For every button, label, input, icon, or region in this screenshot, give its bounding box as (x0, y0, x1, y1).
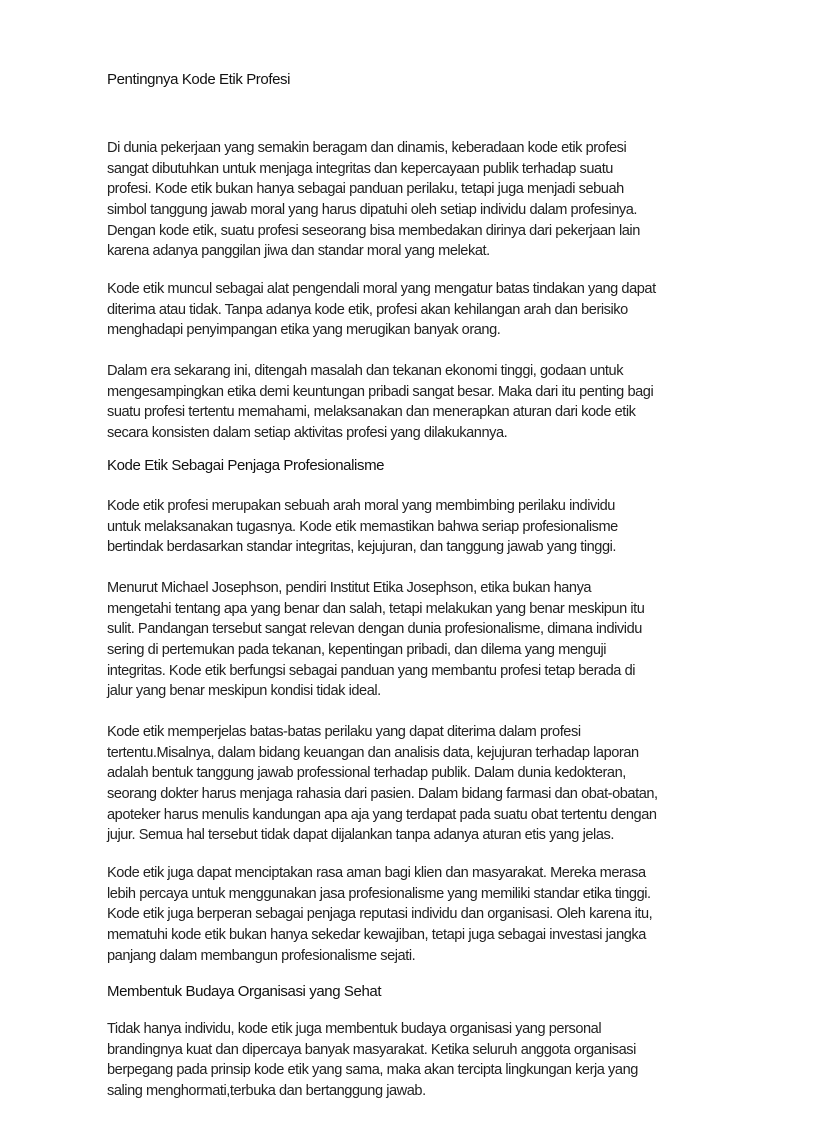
paragraph (107, 279, 727, 341)
text-line: sangat dibutuhkan untuk menjaga integritas dan kepercayaan publik terhadap suatu (107, 160, 613, 177)
text-line: jalur yang benar meskipun kondisi tidak ideal. (107, 683, 381, 700)
text-line: mengetahi tentang apa yang benar dan salah, tetapi melakukan yang benar meskipun itu (107, 600, 645, 617)
text-line: secara konsisten dalam setiap aktivitas profesi yang dilakukannya. (107, 425, 508, 442)
paragraph (107, 722, 727, 846)
text-line: untuk melaksanakan tugasnya. Kode etik memastikan bahwa seriap profesionalisme (107, 518, 618, 535)
text-line: Kode etik muncul sebagai alat pengendali moral yang mengatur batas tindakan yang dapat (107, 281, 656, 297)
text-line: apoteker harus menulis kandungan apa aja yang terdapat pada suatu obat tertentu dengan (107, 806, 657, 823)
text-line: berpegang pada prinsip kode etik yang sama, maka akan tercipta lingkungan kerja yang (107, 1062, 638, 1079)
text-line: saling menghormati,terbuka dan bertanggung jawab. (107, 1083, 426, 1100)
text-line: simbol tanggung jawab moral yang harus dipatuhi oleh setiap individu dalam profesinya. (107, 202, 637, 219)
text-line: bertindak berdasarkan standar integritas, kejujuran, dan tanggung jawab yang tinggi. (107, 539, 617, 556)
text-line: mematuhi kode etik bukan hanya sekedar kewajiban, tetapi juga sebagai investasi jangka (107, 927, 646, 944)
text-line: lebih percaya untuk menggunakan jasa profesionalisme yang memiliki standar etika tinggi. (107, 885, 651, 902)
text-line: sulit. Pandangan tersebut sangat relevan dengan dunia profesionalisme, dimana individu (107, 621, 642, 638)
paragraph (107, 863, 727, 966)
text-line: Dalam era sekarang ini, ditengah masalah dan tekanan ekonomi tinggi, godaan untuk (107, 363, 624, 379)
paragraph (107, 496, 727, 558)
text-line: sering di pertemukan pada tekanan, kepentingan pribadi, dan dilema yang menguji (107, 642, 607, 659)
text-line: Kode etik juga berperan sebagai penjaga reputasi individu dan organisasi. Oleh karena itu, (107, 906, 653, 923)
text-line: adalah bentuk tanggung jawab professional terhadap publik. Dalam dunia kedokteran, (107, 765, 626, 782)
paragraph (107, 578, 727, 702)
document-title: Pentingnya Kode Etik Profesi (107, 71, 291, 88)
paragraph (107, 361, 727, 444)
text-line: panjang dalam membangun profesionalisme sejati. (107, 947, 416, 964)
text-line: diterima atau tidak. Tanpa adanya kode etik, profesi akan kehilangan arah dan berisiko (107, 301, 628, 318)
text-line: tertentu.Misalnya, dalam bidang keuangan dan analisis data, kejujuran terhadap laporan (107, 744, 639, 761)
text-line: Kode etik juga dapat menciptakan rasa aman bagi klien dan masyarakat. Mereka merasa (107, 865, 646, 881)
paragraph (107, 138, 727, 262)
paragraph (107, 1019, 727, 1102)
text-line: brandingnya kuat dan dipercaya banyak masyarakat. Ketika seluruh anggota organisasi (107, 1041, 636, 1058)
text-line: integritas. Kode etik berfungsi sebagai panduan yang membantu profesi tetap berada di (107, 662, 636, 679)
section-heading: Membentuk Budaya Organisasi yang Sehat (107, 983, 382, 1000)
text-line: Kode etik memperjelas batas-batas perilaku yang dapat diterima dalam profesi (107, 724, 581, 740)
text-line: seorang dokter harus menjaga rahasia dari pasien. Dalam bidang farmasi dan obat-obatan, (107, 786, 658, 803)
text-line: jujur. Semua hal tersebut tidak dapat dijalankan tanpa adanya aturan etis yang jelas. (107, 827, 614, 844)
text-line: Kode etik profesi merupakan sebuah arah moral yang membimbing perilaku individu (107, 498, 615, 514)
text-line: Tidak hanya individu, kode etik juga membentuk budaya organisasi yang personal (107, 1021, 602, 1037)
text-line: Dengan kode etik, suatu profesi seseorang bisa membedakan dirinya dari pekerjaan lain (107, 222, 640, 239)
text-line: profesi. Kode etik bukan hanya sebagai panduan perilaku, tetapi juga menjadi sebuah (107, 181, 624, 198)
text-line: karena adanya panggilan jiwa dan standar moral yang melekat. (107, 243, 490, 260)
text-line: mengesampingkan etika demi keuntungan pribadi sangat besar. Maka dari itu penting bagi (107, 383, 654, 400)
text-line: Menurut Michael Josephson, pendiri Institut Etika Josephson, etika bukan hanya (107, 580, 592, 596)
text-line: suatu profesi tertentu memahami, melaksanakan dan menerapkan aturan dari kode etik (107, 404, 636, 421)
section-heading: Kode Etik Sebagai Penjaga Profesionalisme (107, 457, 385, 474)
text-line: menghadapi penyimpangan etika yang merugikan banyak orang. (107, 322, 501, 339)
text-line: Di dunia pekerjaan yang semakin beragam dan dinamis, keberadaan kode etik profesi (107, 140, 627, 156)
